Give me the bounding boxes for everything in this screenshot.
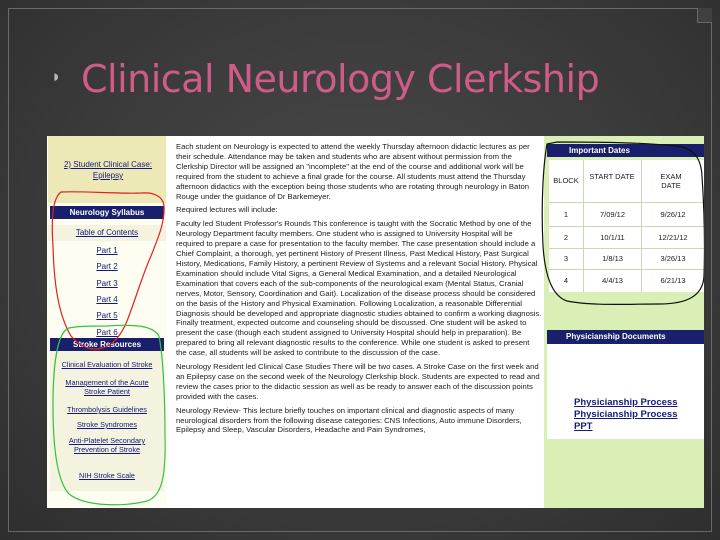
table-header-cell: BLOCK xyxy=(553,176,579,185)
case-studies-paragraph: Neurology Resident led Clinical Case Studies There will be two cases. A Stroke Case on the first week and an Epilepsy case on the second week of the Neurology Clerkship block. Students are expected to read and review the cases prior to the didactic session as well as be ready to answer each of the discussion points provided with the cases. xyxy=(176,362,540,401)
syllabus-link-toc[interactable]: Table of Contents xyxy=(75,228,139,237)
table-cell: 1/8/13 xyxy=(602,254,623,263)
epilepsy-case-link[interactable]: 2) Student Clinical Case: Epilepsy xyxy=(63,160,153,180)
attendance-paragraph: Each student on Neurology is expected to attend the weekly Thursday afternoon didactic lectures as per their schedule. Attendance may be taken and students who are absent without permission from the Clerkship Director will be assigned an "incomplete" at the end of the course and additional work will be required from the student to achieve a final grade for the course. All students must attend the Thursday afternoon didactics with the exception being those students who are rotating through neurology in Baton Rouge under the guidance of Dr Barkemeyer. xyxy=(176,142,530,201)
stroke-resources-header: Stroke Resources xyxy=(50,338,164,351)
stroke-link-thrombolysis[interactable]: Thrombolysis Guidelines xyxy=(67,405,147,414)
syllabus-link-part-2[interactable]: Part 2 xyxy=(96,262,118,271)
table-cell: 6/21/13 xyxy=(660,276,686,285)
syllabus-link-part-1[interactable]: Part 1 xyxy=(96,246,118,255)
professor-rounds-paragraph: Faculty led Student Professor's Rounds This conference is taught with the Socratic Method by one of the Neurology Department faculty members. One student who is assigned to University Hospital will be required to prepare a case for presentation to the faculty member. The case presentation should include a Chief Complaint, a thorough, yet pertinent History of Present Illness, Past Medical History, Past Surgical History, Medications, Family History, a pertinent Review of Systems and a relevant Social History. Physical Examination should include Vital Signs, a General Medical Examination, and a detailed Neurological Examination that covers each of the sub-components of the neurological exam (Mental Status, Cranial nerves, Motor, Sensory, Coordination and Gait). Localization of the disease process should be considered on the basis of the History and Physical Examination. Following Localization, a reasonable Differential Diagnosis should be developed and appropriate diagnostic studies obtained to confirm a working diagnosis. Finally treatment, expected outcome and counseling should be discussed. One student will be asked to present the case (though each student assigned to University Hospital should help in preparation). Be prepared to bring all relevant diagnostic results to the conference. While one student is asked to present the case, all students will be asked to contribute to the discussion of the case. xyxy=(176,219,542,358)
table-cell: 3/26/13 xyxy=(660,254,686,263)
website-screenshot xyxy=(47,136,704,508)
table-cell: 10/1/11 xyxy=(600,233,625,242)
stroke-link-acute-management[interactable]: Management of the Acute Stroke Patient xyxy=(65,378,149,396)
slide-title: Clinical Neurology Clerkship xyxy=(81,57,600,101)
table-cell: 9/26/12 xyxy=(660,210,686,219)
physicianship-header: Physicianship Documents xyxy=(547,330,704,344)
syllabus-link-part-6[interactable]: Part 6 xyxy=(96,328,118,337)
syllabus-link-part-5[interactable]: Part 5 xyxy=(96,311,118,320)
table-header-cell: START DATE xyxy=(589,172,635,181)
stroke-link-clinical-evaluation[interactable]: Clinical Evaluation of Stroke xyxy=(61,360,153,369)
green-circle-annotation xyxy=(53,325,165,504)
important-dates-header: Important Dates xyxy=(547,144,704,157)
neurology-review-paragraph: Neurology Review- This lecture briefly touches on important clinical and diagnostic aspects of many neurological disorders from the following disease categories: CNS Infections, Auto immune Disorders, Epilepsy and Sleep, Vascular Disorders, Headache and Pain Syndromes, xyxy=(176,405,522,435)
stroke-link-antiplatelet[interactable]: Anti-Platelet Secondary Prevention of Stroke xyxy=(68,436,146,454)
syllabus-link-part-3[interactable]: Part 3 xyxy=(96,279,118,288)
required-lectures-paragraph: Required lectures will include: xyxy=(176,205,278,215)
physicianship-ppt-link[interactable]: PPT xyxy=(574,421,593,432)
title-bullet-icon: ◗ xyxy=(51,67,62,86)
table-cell: 3 xyxy=(563,254,569,263)
table-cell: 12/21/12 xyxy=(658,233,688,242)
table-header-cell: EXAM DATE xyxy=(660,172,682,190)
table-cell: 2 xyxy=(563,233,569,242)
syllabus-header: Neurology Syllabus xyxy=(50,206,164,219)
table-cell: 1 xyxy=(563,210,569,219)
physicianship-process-ppt-link[interactable]: Physicianship Process xyxy=(574,409,678,420)
table-cell: 7/09/12 xyxy=(599,210,626,219)
hand-drawn-annotations xyxy=(47,136,704,508)
stroke-link-nih-scale[interactable]: NIH Stroke Scale xyxy=(79,471,135,480)
stroke-link-syndromes[interactable]: Stroke Syndromes xyxy=(76,420,138,429)
slide-corner xyxy=(697,8,712,23)
table-cell: 4/4/13 xyxy=(602,276,623,285)
physicianship-process-link[interactable]: Physicianship Process xyxy=(574,397,678,408)
syllabus-link-part-4[interactable]: Part 4 xyxy=(96,295,118,304)
table-cell: 4 xyxy=(563,276,569,285)
black-circle-annotation xyxy=(542,142,704,304)
